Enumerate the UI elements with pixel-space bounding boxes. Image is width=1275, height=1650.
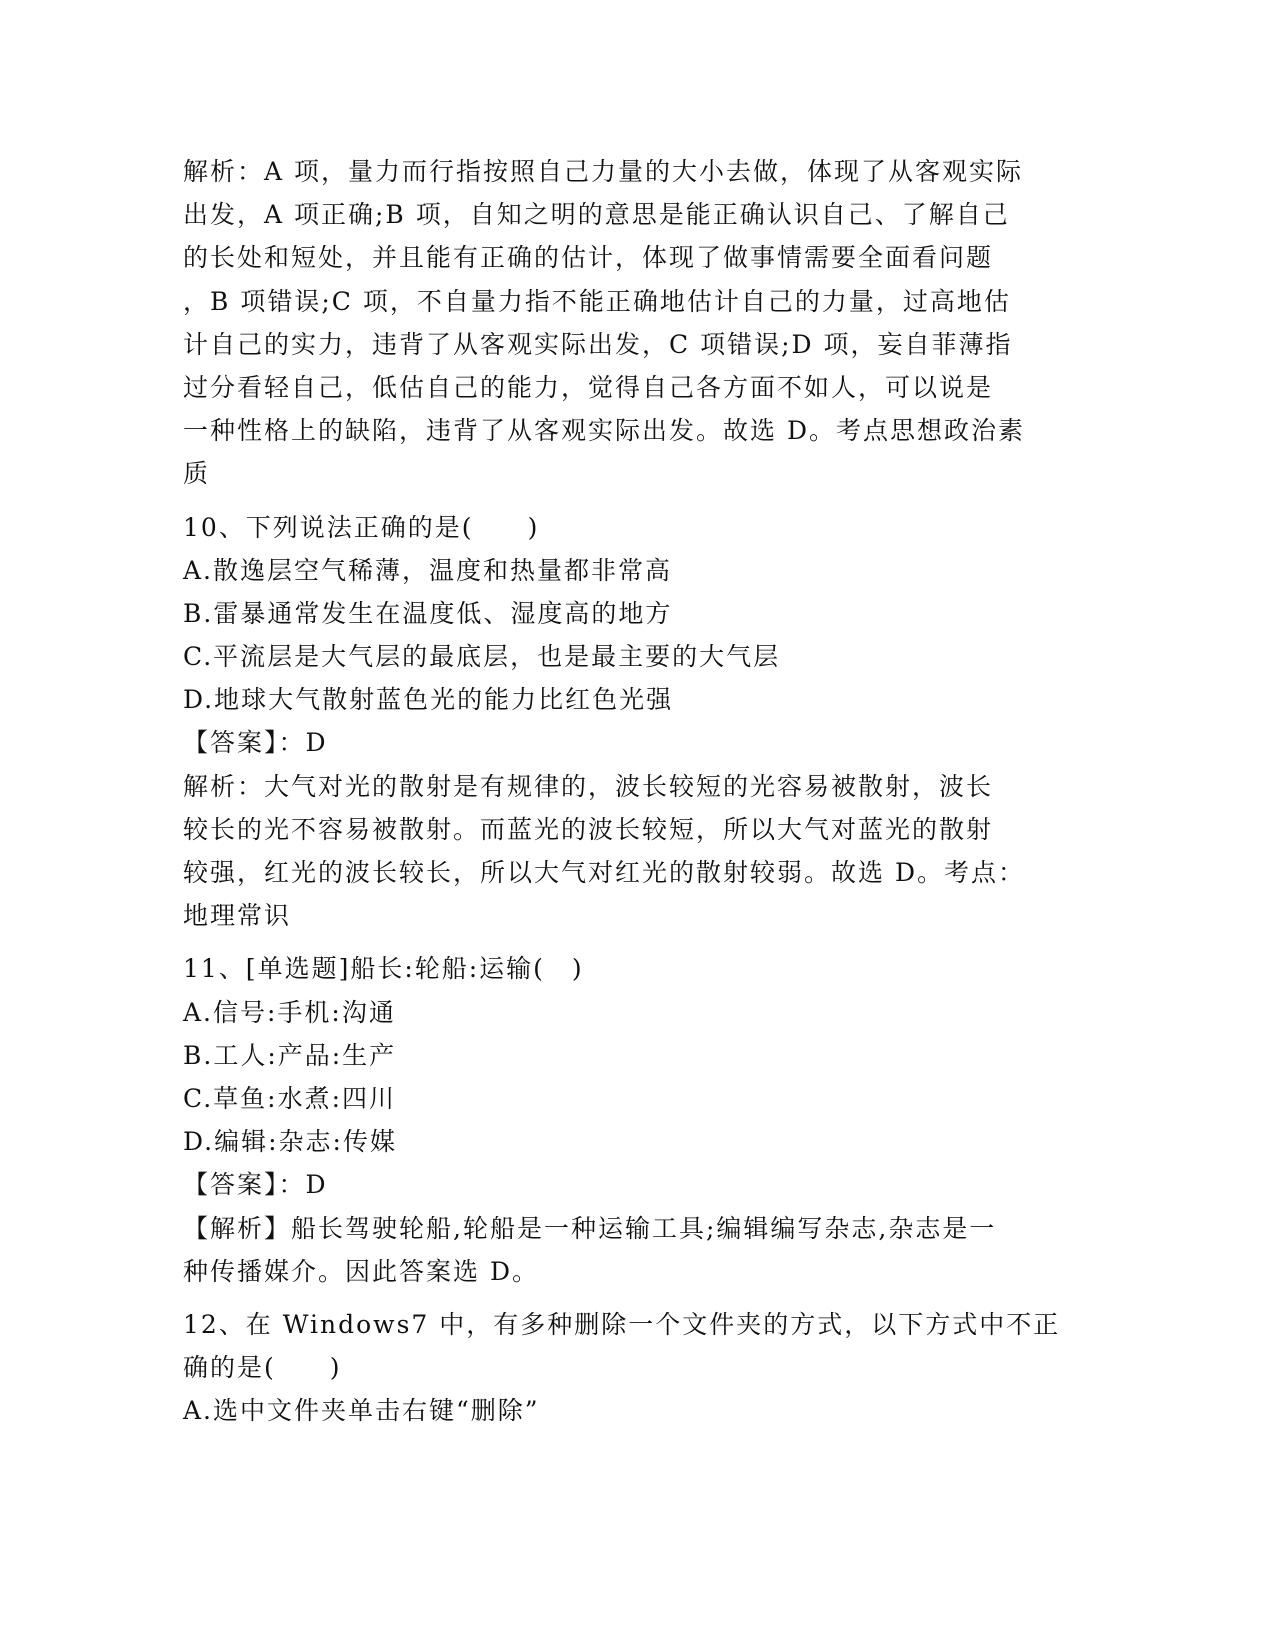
option-a: A.选中文件夹单击右键“删除” <box>183 1396 540 1426</box>
option-b: B.雷暴通常发生在温度低、湿度高的地方 <box>183 598 673 628</box>
explanation-line: 较强，红光的波长较长，所以大气对红光的散射较弱。故选 D。考点： <box>183 858 1025 887</box>
explanation-line: 一种性格上的缺陷，违背了从客观实际出发。故选 D。考点思想政治素 <box>183 416 1025 446</box>
explanation-line: 出发，A 项正确;B 项，自知之明的意思是能正确认识自己、了解自己 <box>183 200 1010 230</box>
option-b: B.工人:产品:生产 <box>183 1040 397 1070</box>
explanation-line: 的长处和短处，并且能有正确的估计，体现了做事情需要全面看问题 <box>183 243 994 273</box>
explanation-line: 种传播媒介。因此答案选 D。 <box>183 1256 539 1286</box>
question-stem: 10、下列说法正确的是( ) <box>183 512 540 542</box>
question-11 <box>183 947 1083 1293</box>
explanation-line: 地理常识 <box>183 901 292 931</box>
explanation-line: 过分看轻自己，低估自己的能力，觉得自己各方面不如人，可以说是 <box>183 372 994 402</box>
question-stem: 确的是( ) <box>183 1353 342 1383</box>
option-c: C.平流层是大气层的最底层，也是最主要的大气层 <box>183 642 781 672</box>
prev-explanation <box>183 150 1083 496</box>
option-a: A.信号:手机:沟通 <box>183 997 396 1027</box>
explanation-line: 解析：大气对光的散射是有规律的，波长较短的光容易被散射，波长 <box>183 771 994 801</box>
answer-label: 【答案】：D <box>183 1170 328 1200</box>
explanation-line: 计自己的实力，违背了从客观实际出发，C 项错误;D 项，妄自菲薄指 <box>183 329 1013 359</box>
explanation-line: ，B 项错误;C 项，不自量力指不能正确地估计自己的力量，过高地估 <box>183 286 1011 316</box>
answer-label: 【答案】：D <box>183 728 328 758</box>
explanation-line: 质 <box>183 459 211 489</box>
option-a: A.散逸层空气稀薄，温度和热量都非常高 <box>183 555 673 585</box>
question-10 <box>183 506 1083 938</box>
question-stem: 11、[单选题]船长:轮船:运输( ) <box>183 954 584 984</box>
option-c: C.草鱼:水煮:四川 <box>183 1083 397 1113</box>
option-d: D.编辑:杂志:传媒 <box>183 1127 397 1157</box>
option-d: D.地球大气散射蓝色光的能力比红色光强 <box>183 685 674 715</box>
explanation-line: 较长的光不容易被散射。而蓝光的波长较短，所以大气对蓝光的散射 <box>183 814 994 844</box>
explanation-line: 解析：A 项，量力而行指按照自己力量的大小去做，体现了从客观实际 <box>183 157 1024 186</box>
question-12 <box>183 1303 1083 1433</box>
question-stem: 12、在 Windows7 中，有多种删除一个文件夹的方式，以下方式中不正 <box>183 1309 1061 1339</box>
explanation-line: 【解析】船长驾驶轮船,轮船是一种运输工具;编辑编写杂志,杂志是一 <box>183 1213 997 1243</box>
document-page <box>183 150 1083 1432</box>
